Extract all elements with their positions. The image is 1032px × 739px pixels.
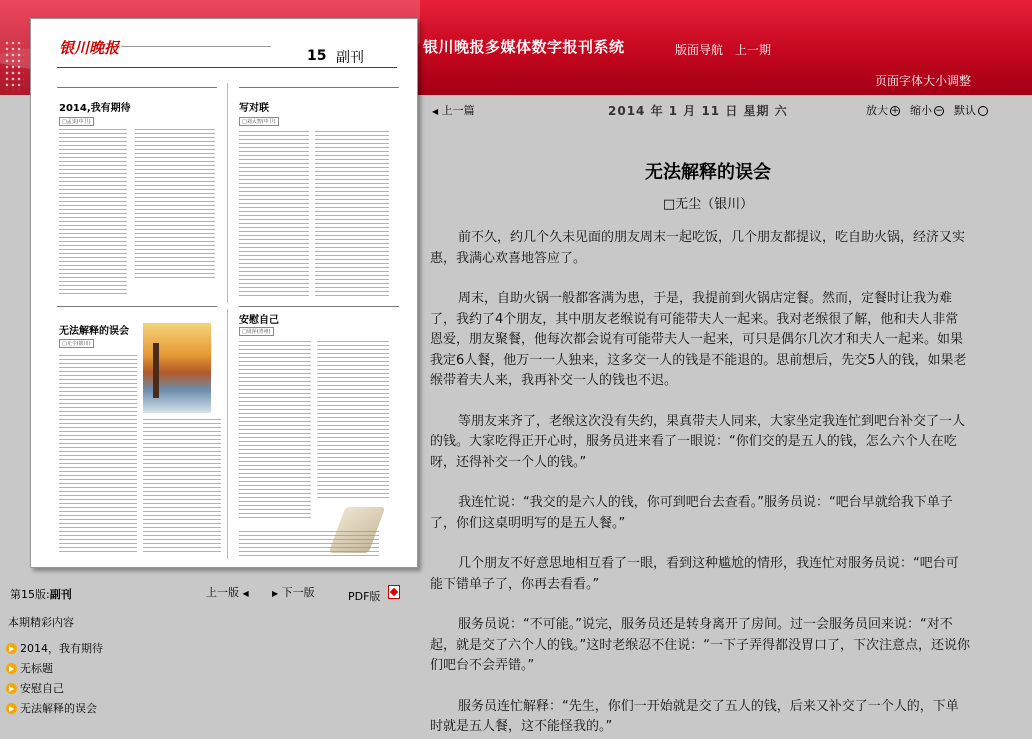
thumb-text-block xyxy=(143,419,221,554)
thumb-section-rule xyxy=(57,306,217,307)
thumb-article-author: □无尘(银川) xyxy=(59,339,94,348)
article-body xyxy=(430,228,970,739)
article-toolbar xyxy=(428,95,1028,123)
thumb-text-block xyxy=(239,341,311,521)
highlight-item[interactable] xyxy=(6,658,103,678)
minus-icon: − xyxy=(935,106,943,116)
article-paragraph: 服务员连忙解释：“先生，你们一开始就是交了五人的钱，后来又补交了一个人的，下单时就是五人餐，这不能怪我的。” xyxy=(430,698,959,734)
newspaper-page-thumbnail[interactable] xyxy=(30,18,418,568)
nav-previous-issue[interactable]: 上一期 xyxy=(735,43,772,57)
circle-icon xyxy=(978,106,988,116)
highlight-item-label[interactable]: 2014，我有期待 xyxy=(20,642,103,655)
zoom-out-label: 缩小 xyxy=(910,104,932,117)
previous-article-link[interactable] xyxy=(432,102,475,118)
article-paragraph: 几个朋友不好意思地相互看了一眼，看到这种尴尬的情形，我连忙对服务员说：“吧台可能下错单子了，你再去看看。” xyxy=(430,556,959,592)
thumb-header-rule xyxy=(57,67,397,68)
thumb-text-block xyxy=(315,131,389,296)
system-title: 银川晚报多媒体数字报刊系统 xyxy=(423,38,625,56)
thumb-masthead: 银川晚报 xyxy=(59,39,120,57)
highlight-item[interactable] xyxy=(6,678,103,698)
highlight-item-label[interactable]: 无法解释的误会 xyxy=(20,702,97,715)
font-size-adjust-link[interactable]: 页面字体大小调整 xyxy=(875,74,972,88)
plus-icon: + xyxy=(891,106,899,116)
arrow-bullet-icon xyxy=(6,643,17,654)
thumb-article-author: □刘大智(中卫) xyxy=(239,117,279,126)
article-paragraph: 等朋友来齐了，老缑这次没有失约，果真带夫人同来，大家坐定我连忙到吧台补交了一人的钱。大家吃得正开心时，服务员进来看了一眼说：“你们交的是五人的钱，怎么六个人在吃呀，还得补交一个人的钱。” xyxy=(430,413,966,470)
thumb-section-rule xyxy=(239,306,399,307)
arrow-bullet-icon xyxy=(6,663,17,674)
pdf-icon[interactable] xyxy=(388,585,400,599)
previous-page-link[interactable] xyxy=(206,584,249,600)
pdf-link[interactable]: PDF版 xyxy=(348,590,381,603)
page-label-name: 副刊 xyxy=(49,588,72,601)
chevron-left-icon: ◀ xyxy=(432,107,439,116)
highlight-item-label[interactable]: 安慰自己 xyxy=(20,682,64,695)
highlight-item[interactable] xyxy=(6,698,103,718)
page-label-prefix: 第15版: xyxy=(10,588,50,601)
next-page-link[interactable] xyxy=(272,584,315,600)
next-page-label: 下一版 xyxy=(281,586,315,599)
previous-article-label: 上一篇 xyxy=(441,104,475,117)
article-title: 无法解释的误会 xyxy=(645,162,771,183)
thumb-article-title[interactable]: 2014,我有期待 xyxy=(59,103,131,114)
thumb-article-title[interactable]: 无法解释的误会 xyxy=(59,326,129,337)
thumb-article-title[interactable]: 写对联 xyxy=(239,103,269,114)
thumb-article-author: □周萍(青州) xyxy=(239,327,274,336)
zoom-in-label: 放大 xyxy=(866,104,888,117)
zoom-out-button[interactable] xyxy=(910,102,944,118)
header-dots-decoration xyxy=(4,40,24,90)
thumb-section-rule xyxy=(239,87,399,88)
highlight-item[interactable] xyxy=(6,638,103,658)
article-paragraph: 我连忙说：“我交的是六人的钱，你可到吧台去查看。”服务员说：“吧台早就给我下单子了，你们这桌明明写的是五人餐。” xyxy=(430,495,953,531)
chevron-right-icon: ▶ xyxy=(272,589,279,598)
thumb-column-divider xyxy=(227,309,228,559)
article-paragraph: 服务员说：“不可能。”说完，服务员还是转身离开了房间。过一会服务员回来说：“对不起，就是交了六个人的钱。”这时老缑忍不住说：“一下子弄得都没胃口了，下次注意点，还说你们吧台不会弄错。” xyxy=(430,617,970,673)
arrow-bullet-icon xyxy=(6,683,17,694)
issue-date: 2014 年 1 月 11 日 星期 六 xyxy=(608,104,788,118)
thumb-painting-image xyxy=(143,323,211,413)
thumb-masthead-info xyxy=(121,43,301,47)
current-page-label xyxy=(10,586,72,602)
thumb-text-block xyxy=(317,341,389,501)
thumb-text-block xyxy=(239,131,309,296)
highlight-item-label[interactable]: 无标题 xyxy=(20,662,53,675)
thumb-text-block xyxy=(59,355,137,555)
thumb-text-block xyxy=(135,129,215,279)
article-paragraph: 前不久，约几个久未见面的朋友周末一起吃饭，几个朋友都提议，吃自助火锅，经济又实惠，我满心欢喜地答应了。 xyxy=(430,230,966,266)
zoom-in-button[interactable] xyxy=(866,102,900,118)
article-paragraph: 周末，自助火锅一般都客满为患，于是，我提前到火锅店定餐。然而，定餐时让我为难了，我约了4个朋友，其中朋友老缑说有可能带夫人一起来。我对老缑很了解，他和夫人非常恩爱，朋友聚餐，他每次都会说有可能带夫人一起来，可只是偶尔几次才和夫人一起来。如果我定6人餐，他万一一人独来，这多交一人的钱是不能退的。思前想后，先交5人的钱，如果老缑带着夫人来，我再补交一人的钱也不迟。 xyxy=(430,291,967,388)
thumb-text-block xyxy=(59,129,127,297)
article-byline: □无尘（银川） xyxy=(662,197,754,212)
arrow-bullet-icon xyxy=(6,703,17,714)
zoom-default-button[interactable] xyxy=(954,102,988,118)
previous-page-label: 上一版 xyxy=(206,586,239,599)
zoom-default-label: 默认 xyxy=(954,104,976,117)
thumb-page-name: 副刊 xyxy=(336,50,364,66)
thumb-page-number: 15 xyxy=(307,48,327,64)
nav-page-navigation[interactable]: 版面导航 xyxy=(675,43,724,57)
highlights-title: 本期精彩内容 xyxy=(8,616,74,629)
thumb-article-title[interactable]: 安慰自己 xyxy=(239,315,279,326)
thumb-article-author: □孟雯(中卫) xyxy=(59,117,94,126)
chevron-left-icon: ◀ xyxy=(242,589,249,598)
highlights-list xyxy=(6,638,103,718)
thumb-section-rule xyxy=(57,87,217,88)
thumb-footer-text xyxy=(239,531,379,559)
thumb-column-divider xyxy=(227,83,228,303)
